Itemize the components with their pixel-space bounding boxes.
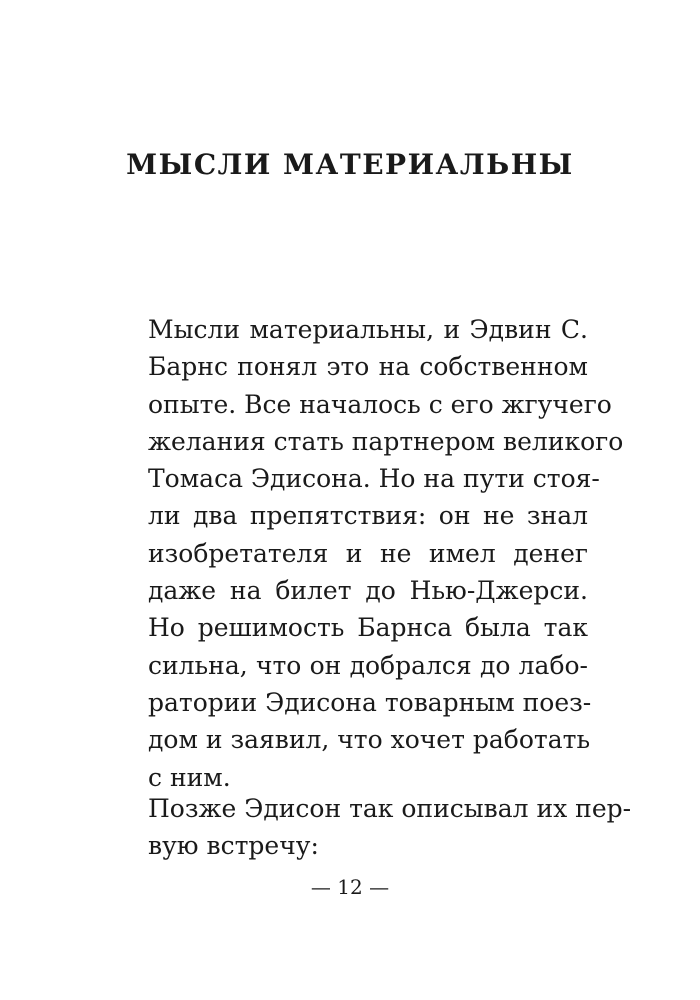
text-line: желания стать партнером великого (148, 426, 624, 456)
text-line: вую встречу: (148, 831, 319, 861)
text-line: ратории Эдисона товарным поез- (148, 687, 592, 717)
text-line: ли два препятствия: он не знал (148, 501, 588, 531)
text-line: Барнс понял это на собственном (148, 352, 588, 382)
page-number: — 12 — (310, 875, 390, 899)
text-line: Позже Эдисон так описывал их пер- (148, 794, 632, 823)
text-line: дом и заявил, что хочет работать (148, 725, 591, 755)
text-line: с ним. (148, 762, 231, 792)
text-line: Томаса Эдисона. Но на пути стоя- (148, 464, 600, 494)
text-line: изобретателя и не имел денег (148, 538, 588, 568)
text-line: Мысли материальны, и Эдвин С. (148, 315, 588, 344)
text-line: Но решимость Барнса была так (148, 613, 588, 643)
text-line: опыте. Все началось с его жгучего (148, 389, 612, 419)
paragraph-1 (148, 311, 624, 796)
paragraph-2 (148, 790, 632, 865)
text-line: сильна, что он добрался до лабо- (148, 650, 588, 680)
text-line: даже на билет до Нью-Джерси. (148, 576, 588, 606)
chapter-title: МЫСЛИ МАТЕРИАЛЬНЫ (126, 148, 574, 181)
